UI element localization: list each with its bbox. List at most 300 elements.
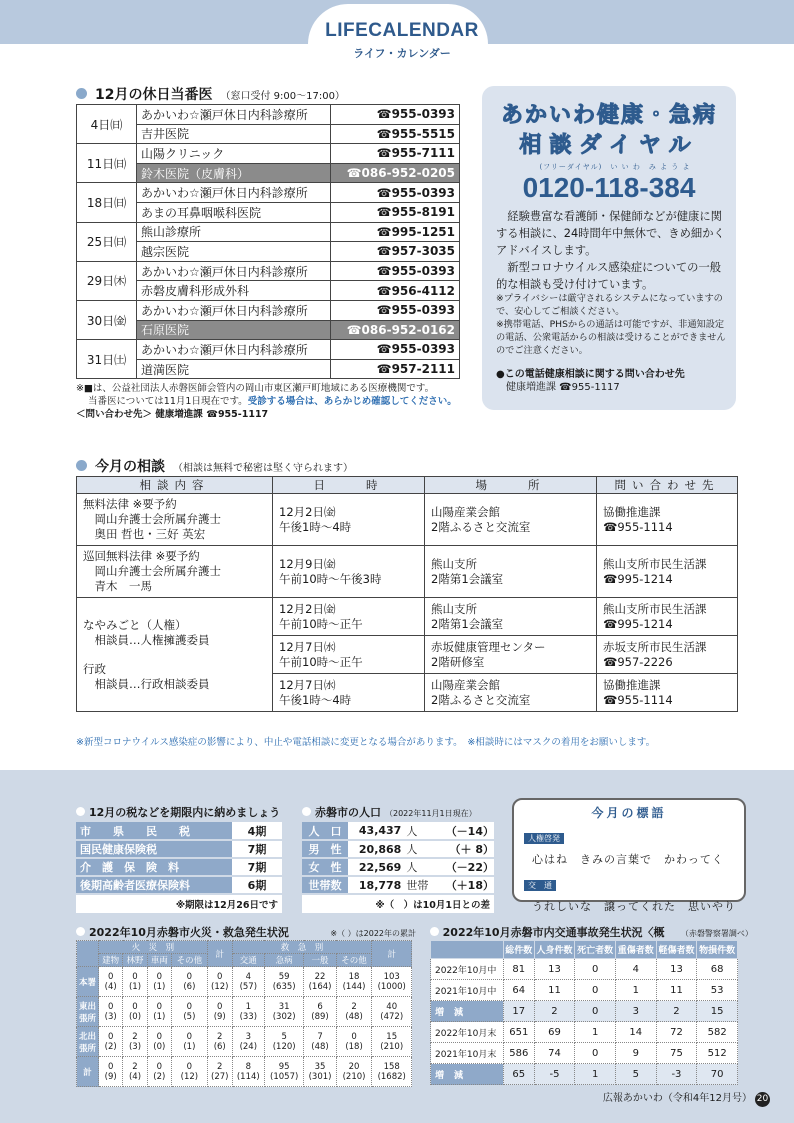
consult-place-line: 山陽産業会館 <box>431 504 500 519</box>
consult-contact <box>597 636 738 674</box>
fire-note: ※（ ）は2022年の累計 <box>330 929 416 938</box>
fire-cumulative: (6) <box>213 1041 226 1052</box>
fire-cell <box>123 967 147 997</box>
consult-place <box>425 494 597 546</box>
fire-cell <box>372 967 412 997</box>
fire-cumulative: (301) <box>308 1071 332 1082</box>
holiday-day: 4日㈰ <box>77 105 137 144</box>
fire-cell <box>264 967 304 997</box>
tax-name: 後期高齢者医療保険料 <box>76 876 232 894</box>
page-footer <box>600 1089 770 1107</box>
population-panel-title <box>302 804 477 820</box>
consult-date-line: 12月9日㈮ <box>279 556 336 571</box>
fire-value: 0 <box>351 1031 357 1042</box>
traffic-cell: 13 <box>656 959 697 980</box>
fire-value: 0 <box>186 1031 193 1042</box>
fire-total-header: 計 <box>207 941 232 967</box>
consult-date <box>273 546 425 598</box>
holiday-tel: ☎955-5515 <box>330 124 459 144</box>
consult-contact <box>597 598 738 636</box>
fire-value: 0 <box>186 971 193 982</box>
tax-period: 7期 <box>232 858 282 876</box>
fire-cumulative: (24) <box>239 1041 258 1052</box>
consult-row <box>77 598 738 636</box>
traffic-cell: 1 <box>615 980 656 1001</box>
ambulance-subheader: その他 <box>336 954 372 967</box>
fire-cell <box>232 967 264 997</box>
consult-content-line: 相談員…人権擁護委員 <box>83 632 210 647</box>
fire-cumulative: (1) <box>153 1011 166 1022</box>
consult-content-line: なやみごと（人権） <box>83 617 187 632</box>
traffic-row <box>431 1043 738 1064</box>
traffic-cell: 81 <box>503 959 534 980</box>
tax-period: 7期 <box>232 840 282 858</box>
fire-cumulative: (89) <box>311 1011 329 1022</box>
fire-cumulative: (210) <box>380 1041 404 1052</box>
dial-contact-2: 健康増進課 ☎955-1117 <box>506 382 620 393</box>
tax-row <box>76 858 282 876</box>
fire-value: 0 <box>156 971 163 982</box>
tax-row <box>76 876 282 894</box>
holiday-row <box>77 300 460 320</box>
fire-value: 40 <box>386 1001 398 1012</box>
dial-body <box>496 208 726 293</box>
fire-cumulative: (1) <box>153 981 166 992</box>
holiday-row <box>77 222 460 242</box>
fire-cell <box>264 1027 304 1057</box>
holiday-clinic: 赤磐皮膚科形成外科 <box>137 281 331 301</box>
fire-cumulative: (6) <box>183 981 196 992</box>
holiday-clinic: 熊山診療所 <box>137 222 331 242</box>
population-row <box>302 876 494 894</box>
consult-date-line: 午前10時～正午 <box>279 654 363 669</box>
traffic-header: 総件数 <box>503 941 534 959</box>
consult-contact-line: 赤坂支所市民生活課 <box>603 639 707 654</box>
holiday-row <box>77 144 460 164</box>
population-unit: 人 <box>404 840 434 858</box>
consult-date-line: 12月7日㈬ <box>279 639 336 654</box>
consult-content <box>77 598 273 712</box>
dial-contact <box>496 368 726 394</box>
fire-value: 2 <box>132 1061 138 1072</box>
traffic-title: 2022年10月赤磐市内交通事故発生状況〈概 <box>442 926 665 939</box>
fire-row <box>77 1057 412 1087</box>
fire-cell <box>123 1027 147 1057</box>
population-footer: ※（ ）は10月1日との差 <box>302 895 494 913</box>
fire-cumulative: (210) <box>342 1071 366 1082</box>
fire-cell <box>207 1057 232 1087</box>
fire-value: 35 <box>314 1061 326 1072</box>
population-label: 人 口 <box>302 822 348 840</box>
fire-value: 0 <box>132 1001 138 1012</box>
fire-cumulative: (57) <box>239 981 258 992</box>
consult-content-line <box>83 648 266 662</box>
population-diff: （＋ 8） <box>434 840 494 858</box>
consult-place-line: 熊山支所 <box>431 601 477 616</box>
fire-value: 0 <box>107 971 114 982</box>
tax-period: 6期 <box>232 876 282 894</box>
fire-cumulative: (114) <box>236 1071 260 1082</box>
ambulance-total-header: 計 <box>372 941 412 967</box>
traffic-accident-table <box>430 940 738 1085</box>
consult-place-line: 2階第1会議室 <box>431 571 504 586</box>
fire-panel-title <box>76 924 416 940</box>
fire-value: 103 <box>383 971 400 982</box>
traffic-cell: 0 <box>575 980 616 1001</box>
traffic-cell: 582 <box>697 1022 738 1043</box>
dial-contact-1: ●この電話健康相談に関する問い合わせ先 <box>496 369 685 380</box>
fire-cell <box>207 1027 232 1057</box>
bullet-icon <box>76 927 85 936</box>
holiday-day: 30日㈮ <box>77 300 137 339</box>
fire-value: 0 <box>156 1031 163 1042</box>
consult-header: 問い合わせ先 <box>597 477 738 494</box>
fire-cumulative: (27) <box>211 1071 229 1082</box>
fire-value: 0 <box>132 971 138 982</box>
consult-date-line: 午前10時～正午 <box>279 616 363 631</box>
traffic-row <box>431 959 738 980</box>
consult-contact-line: 協働推進課 <box>603 677 661 692</box>
population-value: 18,778 <box>348 876 404 894</box>
fire-value: 2 <box>217 1061 223 1072</box>
fire-value: 5 <box>281 1031 287 1042</box>
consult-contact-line: ☎995-1214 <box>603 571 673 586</box>
population-value: 22,569 <box>348 858 404 876</box>
holiday-notes <box>76 382 476 421</box>
fire-row-label: 東出張所 <box>77 997 99 1027</box>
fire-cell <box>304 1027 336 1057</box>
holiday-hours: （窓口受付 9:00～17:00） <box>220 91 345 102</box>
consult-place-line: 2階研修室 <box>431 654 485 669</box>
fire-cell <box>232 1057 264 1087</box>
fire-row-label: 計 <box>77 1057 99 1087</box>
holiday-note-1: ※■は、公益社団法人赤磐医師会管内の岡山市東区瀬戸町地域にある医療機関です。 <box>76 383 435 394</box>
traffic-cell: 64 <box>503 980 534 1001</box>
population-row <box>302 840 494 858</box>
traffic-cell: 4 <box>615 959 656 980</box>
traffic-cell: -5 <box>534 1064 575 1085</box>
consult-contact-line: ☎955-1114 <box>603 692 673 707</box>
traffic-header: 物損件数 <box>697 941 738 959</box>
consult-date-line: 12月2日㈮ <box>279 601 336 616</box>
consult-content-line: 無料法律 ※要予約 <box>83 497 177 511</box>
population-row <box>302 822 494 840</box>
traffic-cell: 0 <box>575 959 616 980</box>
traffic-row <box>431 1064 738 1085</box>
consult-footnote: ※新型コロナウイルス感染症の影響により、中止や電話相談に変更となる場合があります。 ※相談時にはマスクの着用をお願いします。 <box>76 737 656 748</box>
fire-cumulative: (4) <box>104 981 117 992</box>
holiday-day: 18日㈰ <box>77 183 137 222</box>
fire-cell <box>99 1027 123 1057</box>
traffic-cell: 68 <box>697 959 738 980</box>
consult-place-line: 山陽産業会館 <box>431 677 500 692</box>
fire-value: 0 <box>186 1001 193 1012</box>
bullet-icon <box>302 807 311 816</box>
traffic-cell: 2 <box>656 1001 697 1022</box>
holiday-tel: ☎955-0393 <box>330 105 459 125</box>
consult-place-line: 熊山支所 <box>431 556 477 571</box>
population-label: 男 性 <box>302 840 348 858</box>
traffic-cell: 11 <box>656 980 697 1001</box>
life-calendar-title: LIFECALENDAR <box>325 20 479 41</box>
traffic-cell: 70 <box>697 1064 738 1085</box>
dial-notes <box>496 292 728 357</box>
traffic-row-label: 増減 <box>431 1001 504 1022</box>
consult-place-line: 2階ふるさと交流室 <box>431 692 531 707</box>
consult-section-title <box>76 456 353 476</box>
holiday-contact: ＜問い合わせ先＞ 健康増進課 ☎955-1117 <box>76 409 269 420</box>
consult-place <box>425 636 597 674</box>
motto-text-human-rights: 心はね きみの言葉で かわってく <box>532 853 724 866</box>
holiday-day: 11日㈰ <box>77 144 137 183</box>
population-label: 女 性 <box>302 858 348 876</box>
tax-title: 12月の税などを期限内に納めましょう <box>89 806 281 819</box>
traffic-row <box>431 980 738 1001</box>
fire-cumulative: (1000) <box>377 981 406 992</box>
life-calendar-subtitle: ライフ・カレンダー <box>353 47 451 60</box>
fire-cell <box>99 967 123 997</box>
footer-text: 広報あかいわ（令和4年12月号） <box>602 1093 752 1104</box>
consult-content-line: 奥田 哲也・三好 英宏 <box>83 527 206 541</box>
fire-cumulative: (3) <box>128 1041 142 1052</box>
consult-date-line: 12月2日㈮ <box>279 504 336 519</box>
fire-cell <box>147 1057 171 1087</box>
fire-cell <box>147 1027 171 1057</box>
fire-value: 15 <box>386 1031 398 1042</box>
traffic-cell: 586 <box>503 1043 534 1064</box>
motto-title: 今月の標語 <box>591 806 667 820</box>
holiday-clinic: あかいわ☆瀬戸休日内科診療所 <box>137 105 331 125</box>
fire-subheader: 林野 <box>123 954 147 967</box>
traffic-row-label: 2022年10月中 <box>431 959 504 980</box>
fire-cell <box>99 997 123 1027</box>
traffic-row-label: 2021年10月末 <box>431 1043 504 1064</box>
fire-cumulative: (18) <box>345 1041 363 1052</box>
holiday-tel: ☎955-7111 <box>330 144 459 164</box>
traffic-row-label: 2021年10月中 <box>431 980 504 1001</box>
holiday-tel: ☎955-8191 <box>330 202 459 222</box>
consult-table <box>76 476 738 712</box>
fire-cell <box>304 1057 336 1087</box>
traffic-cell: 13 <box>534 959 575 980</box>
consult-date-line: 午後1時～4時 <box>279 692 352 707</box>
traffic-header <box>431 941 504 959</box>
fire-value: 1 <box>245 1001 251 1012</box>
consult-date-line: 午前10時～午後3時 <box>279 571 382 586</box>
population-value: 43,437 <box>348 822 404 840</box>
fire-cumulative: (4) <box>128 1071 142 1082</box>
consult-content <box>77 494 273 546</box>
fire-cell <box>336 1027 372 1057</box>
consult-row <box>77 494 738 546</box>
fire-value: 2 <box>132 1031 138 1042</box>
motto-tag-traffic: 交 通 <box>524 880 556 891</box>
tax-row <box>76 822 282 840</box>
fire-cell <box>232 1027 264 1057</box>
population-diff: （－14） <box>434 822 494 840</box>
fire-cumulative: (472) <box>380 1011 404 1022</box>
traffic-cell: 75 <box>656 1043 697 1064</box>
fire-cumulative: (120) <box>272 1041 296 1052</box>
fire-cell <box>171 1027 207 1057</box>
fire-value: 95 <box>278 1061 290 1072</box>
holiday-title: 12月の休日当番医 <box>95 87 213 103</box>
dial-phone-number: 0120-118-384 <box>522 172 696 203</box>
traffic-cell: 651 <box>503 1022 534 1043</box>
fire-cumulative: (9) <box>213 1011 226 1022</box>
fire-cell <box>336 997 372 1027</box>
consult-contact-line: ☎995-1214 <box>603 616 673 631</box>
dial-title-line1: あかいわ健康・急病 <box>500 103 717 128</box>
traffic-cell: 2 <box>534 1001 575 1022</box>
traffic-cell: 65 <box>503 1064 534 1085</box>
fire-cell <box>264 997 304 1027</box>
holiday-day: 31日㈯ <box>77 340 137 379</box>
traffic-cell: 53 <box>697 980 738 1001</box>
fire-cell <box>304 967 336 997</box>
holiday-clinic: 吉井医院 <box>137 124 331 144</box>
fire-cell <box>372 997 412 1027</box>
holiday-clinic: 鈴木医院（皮膚科） <box>137 163 331 183</box>
fire-value: 2 <box>351 1001 357 1012</box>
fire-cell <box>264 1057 304 1087</box>
fire-value: 0 <box>217 1001 223 1012</box>
population-unit: 世帯 <box>404 876 434 894</box>
traffic-cell: 3 <box>615 1001 656 1022</box>
traffic-source: （赤磐警察署調べ） <box>680 929 753 938</box>
tax-name: 市 県 民 税 <box>76 822 232 840</box>
fire-subheader: 車両 <box>147 954 171 967</box>
holiday-tel: ☎955-0393 <box>330 261 459 281</box>
traffic-header: 人身件数 <box>534 941 575 959</box>
fire-value: 59 <box>278 971 290 982</box>
fire-title: 2022年10月赤磐市火災・救急発生状況 <box>89 926 289 939</box>
fire-cumulative: (635) <box>272 981 296 992</box>
holiday-note-2a: 当番医については11月1日現在です。 <box>88 396 248 407</box>
fire-value: 0 <box>186 1061 193 1072</box>
consult-place-line: 2階第1会議室 <box>431 616 504 631</box>
holiday-clinic: あかいわ☆瀬戸休日内科診療所 <box>137 340 331 360</box>
fire-ambulance-table <box>76 940 412 1087</box>
fire-value: 0 <box>107 1001 114 1012</box>
consult-place-line: 赤坂健康管理センター <box>431 639 546 654</box>
fire-row <box>77 1027 412 1057</box>
fire-value: 2 <box>217 1031 223 1042</box>
fire-row <box>77 967 412 997</box>
traffic-cell: 15 <box>697 1001 738 1022</box>
fire-value: 0 <box>107 1031 114 1042</box>
holiday-tel: ☎955-0393 <box>330 340 459 360</box>
dial-para-2: 新型コロナウイルス感染症についての一般的な相談も受け付けています。 <box>496 261 722 291</box>
consult-content-line: 岡山弁護士会所属弁護士 <box>83 564 221 578</box>
fire-cumulative: (2) <box>153 1071 166 1082</box>
population-title: 赤磐市の人口 <box>315 806 381 819</box>
holiday-clinic: あかいわ☆瀬戸休日内科診療所 <box>137 183 331 203</box>
consult-date-line: 12月7日㈬ <box>279 677 336 692</box>
population-diff: （＋18） <box>434 876 494 894</box>
population-unit: 人 <box>404 822 434 840</box>
consult-header: 場 所 <box>425 477 597 494</box>
traffic-header: 重傷者数 <box>615 941 656 959</box>
fire-cumulative: (5) <box>183 1011 196 1022</box>
fire-corner <box>77 941 99 967</box>
fire-cell <box>123 1057 147 1087</box>
traffic-header: 軽傷者数 <box>656 941 697 959</box>
fire-cell <box>171 1057 207 1087</box>
consult-date <box>273 674 425 712</box>
holiday-clinic: あまの耳鼻咽喉科医院 <box>137 202 331 222</box>
fire-value: 6 <box>317 1001 323 1012</box>
consult-date <box>273 494 425 546</box>
fire-cumulative: (48) <box>345 1011 363 1022</box>
traffic-cell: 11 <box>534 980 575 1001</box>
traffic-cell: 1 <box>575 1022 616 1043</box>
fire-cell <box>123 997 147 1027</box>
fire-cumulative: (48) <box>311 1041 329 1052</box>
bullet-icon <box>76 807 85 816</box>
traffic-cell: -3 <box>656 1064 697 1085</box>
ambulance-subheader: 一般 <box>304 954 336 967</box>
fire-value: 0 <box>217 971 223 982</box>
consult-content-line: 巡回無料法律 ※要予約 <box>83 549 200 563</box>
motto-text-traffic: うれしいな 譲ってくれた 思いやり <box>532 900 736 913</box>
ambulance-group-header: 救 急 別 <box>232 941 372 954</box>
holiday-row <box>77 105 460 125</box>
fire-cell <box>171 967 207 997</box>
fire-cumulative: (2) <box>104 1041 117 1052</box>
traffic-cell: 69 <box>534 1022 575 1043</box>
consult-content <box>77 546 273 598</box>
holiday-row <box>77 340 460 360</box>
fire-cumulative: (12) <box>211 981 229 992</box>
holiday-row <box>77 261 460 281</box>
dial-title-line2: 相談ダイヤル <box>519 133 699 158</box>
fire-cumulative: (302) <box>272 1011 296 1022</box>
fire-cell <box>207 967 232 997</box>
traffic-cell: 0 <box>575 1043 616 1064</box>
fire-value: 158 <box>383 1061 400 1072</box>
holiday-clinic: あかいわ☆瀬戸休日内科診療所 <box>137 261 331 281</box>
consult-contact-line: 熊山支所市民生活課 <box>603 601 707 616</box>
fire-cell <box>336 967 372 997</box>
consult-content-line: 青木 一馬 <box>83 579 152 593</box>
tax-row <box>76 840 282 858</box>
population-value: 20,868 <box>348 840 404 858</box>
fire-value: 0 <box>107 1061 114 1072</box>
fire-group-header: 火 災 別 <box>99 941 208 954</box>
fire-value: 22 <box>314 971 326 982</box>
fire-cell <box>147 967 171 997</box>
consult-place <box>425 674 597 712</box>
fire-cell <box>336 1057 372 1087</box>
traffic-cell: 5 <box>615 1064 656 1085</box>
traffic-row-label: 2022年10月末 <box>431 1022 504 1043</box>
population-unit: 人 <box>404 858 434 876</box>
ambulance-subheader: 急病 <box>264 954 304 967</box>
bullet-icon <box>76 88 87 99</box>
consult-place <box>425 546 597 598</box>
fire-cumulative: (1) <box>183 1041 196 1052</box>
bullet-icon <box>76 460 87 471</box>
consult-row <box>77 546 738 598</box>
population-label: 世帯数 <box>302 876 348 894</box>
fire-cell <box>147 997 171 1027</box>
consult-date-line: 午後1時～4時 <box>279 519 352 534</box>
traffic-row <box>431 1001 738 1022</box>
fire-value: 4 <box>245 971 251 982</box>
fire-row-label: 北出張所 <box>77 1027 99 1057</box>
fire-row <box>77 997 412 1027</box>
